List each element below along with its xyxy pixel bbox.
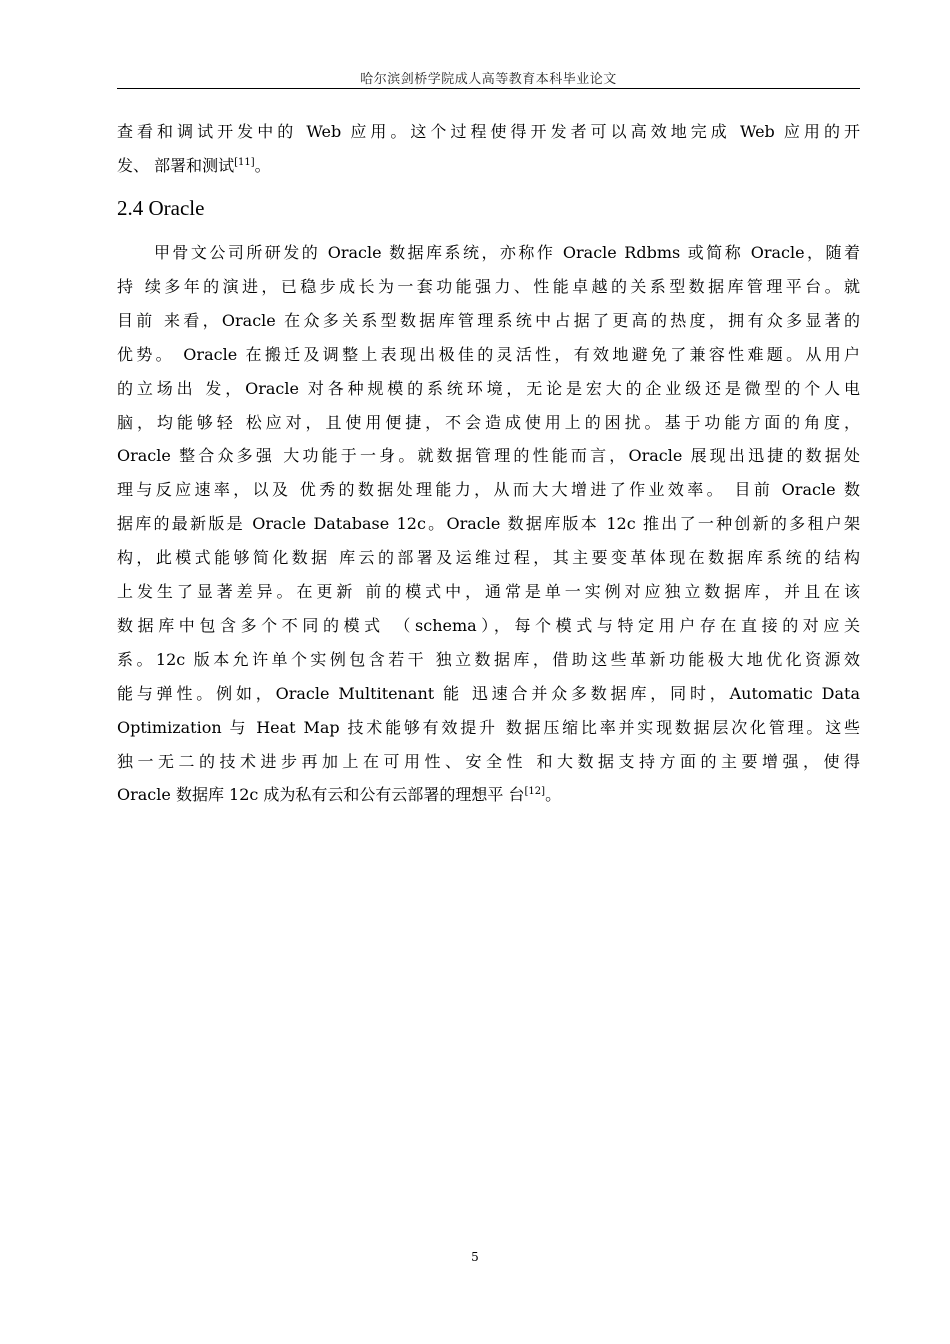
paragraph-line: 据库的最新版是 Oracle Database 12c。Oracle 数据库版本 12c 推出了一种创新的多租户架 <box>117 514 860 533</box>
line-text: 。 <box>545 785 562 804</box>
header-divider <box>117 88 860 89</box>
line-text: Oracle 数据库 12c 成为私有云和公有云部署的理想平 台 <box>117 785 525 804</box>
paragraph-line: 甲骨文公司所研发的 Oracle 数据库系统，亦称作 Oracle Rdbms 或简称 Oracle，随着 <box>117 243 860 262</box>
paragraph-line: 上发生了显著差异。在更新 前的模式中，通常是单一实例对应独立数据库，并且在该 <box>117 582 860 601</box>
page-header: 哈尔滨剑桥学院成人高等教育本科毕业论文 <box>360 72 617 87</box>
paragraph-line: 理与反应速率，以及 优秀的数据处理能力，从而大大增进了作业效率。 目前 Oracle 数 <box>117 480 860 499</box>
paragraph-line: 持 续多年的演进，已稳步成长为一套功能强力、性能卓越的关系型数据库管理平台。就 <box>117 277 860 296</box>
paragraph-line: 构，此模式能够简化数据 库云的部署及运维过程，其主要变革体现在数据库系统的结构 <box>117 548 860 567</box>
citation-ref: [11] <box>234 157 255 168</box>
paragraph-line: 系。12c 版本允许单个实例包含若干 独立数据库，借助这些革新功能极大地优化资源效 <box>117 650 860 669</box>
section-heading: 2.4 Oracle <box>117 196 205 220</box>
paragraph-line: Oracle 整合众多强 大功能于一身。就数据管理的性能而言，Oracle 展现出迅捷的数据处 <box>117 446 860 465</box>
paragraph-line <box>117 155 271 177</box>
paragraph-line: 独一无二的技术进步再加上在可用性、安全性 和大数据支持方面的主要增强，使得 <box>117 752 860 771</box>
page-number: 5 <box>471 1250 479 1264</box>
paragraph-line: 查看和调试开发中的 Web 应用。这个过程使得开发者可以高效地完成 Web 应用的开 <box>117 122 860 141</box>
paragraph-line <box>117 784 561 806</box>
paragraph-line: 优势。 Oracle 在搬迁及调整上表现出极佳的灵活性，有效地避免了兼容性难题。从用户 <box>117 345 860 364</box>
paragraph-line: 的立场出 发，Oracle 对各种规模的系统环境，无论是宏大的企业级还是微型的个人电 <box>117 379 860 398</box>
paragraph-line: 数据库中包含多个不同的模式 （schema），每个模式与特定用户存在直接的对应关 <box>117 616 860 635</box>
paragraph-line: 目前 来看，Oracle 在众多关系型数据库管理系统中占据了更高的热度，拥有众多显著的 <box>117 311 860 330</box>
line-text: 发、 部署和测试 <box>117 156 235 175</box>
citation-ref: [12] <box>524 786 546 797</box>
line-text: 。 <box>254 156 271 175</box>
paragraph-line: Optimization 与 Heat Map 技术能够有效提升 数据压缩比率并实现数据层次化管理。这些 <box>117 718 860 737</box>
paragraph-line: 能与弹性。例如，Oracle Multitenant 能 迅速合并众多数据库，同时，Automatic Data <box>117 684 860 703</box>
paragraph-line: 脑，均能够轻 松应对，且使用便捷，不会造成使用上的困扰。基于功能方面的角度， <box>117 413 860 432</box>
